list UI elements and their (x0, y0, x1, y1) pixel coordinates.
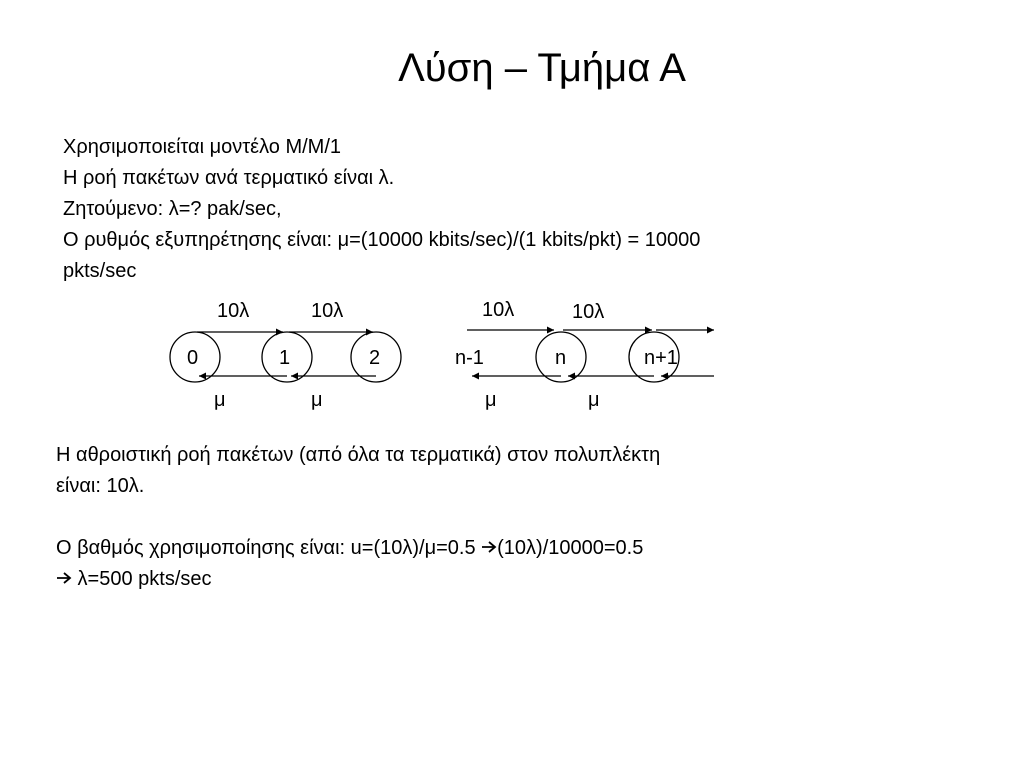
summary-line: Η αθροιστική ροή πακέτων (από όλα τα τερματικά) στον πολυπλέκτη (56, 444, 661, 466)
state-label: n-1 (455, 347, 484, 369)
utilization-formula: O βαθμός χρησιμοποίησης είναι: u=(10λ)/μ=0.5 (56, 537, 482, 559)
intro-line: Ζητούμενο: λ=? pak/sec, (63, 198, 282, 220)
state-label: 2 (369, 347, 381, 369)
state-label: n (555, 347, 567, 369)
lambda-result: λ=500 pkts/sec (72, 568, 212, 590)
service-rate-label: μ (588, 389, 600, 411)
utilization-substitution: (10λ)/10000=0.5 (497, 537, 644, 559)
state-label: 1 (279, 347, 291, 369)
solution-text (56, 440, 956, 595)
service-rate-label: μ (311, 389, 323, 411)
intro-line: pkts/sec (63, 260, 137, 282)
right-arrow-icon (56, 564, 72, 595)
state-label: 0 (187, 347, 199, 369)
service-rate-label: μ (485, 389, 497, 411)
arrival-rate-label: 10λ (572, 301, 605, 323)
intro-line: Χρησιμοποιείται μοντέλο M/M/1 (63, 136, 342, 158)
page-title: Λύση – Τμήμα Α (398, 46, 686, 90)
arrival-rate-label: 10λ (482, 299, 515, 321)
state-label: n+1 (644, 347, 678, 369)
intro-line: Η ροή πακέτων ανά τερματικό είναι λ. (63, 167, 395, 189)
summary-line (56, 564, 956, 595)
arrival-rate-label: 10λ (217, 300, 250, 322)
summary-line: είναι: 10λ. (56, 475, 145, 497)
intro-line: O ρυθμός εξυπηρέτησης είναι: μ=(10000 kbits/sec)/(1 kbits/pkt) = 10000 (63, 229, 701, 251)
summary-line (56, 533, 956, 564)
right-arrow-icon (481, 533, 497, 564)
arrival-rate-label: 10λ (311, 300, 344, 322)
service-rate-label: μ (214, 389, 226, 411)
